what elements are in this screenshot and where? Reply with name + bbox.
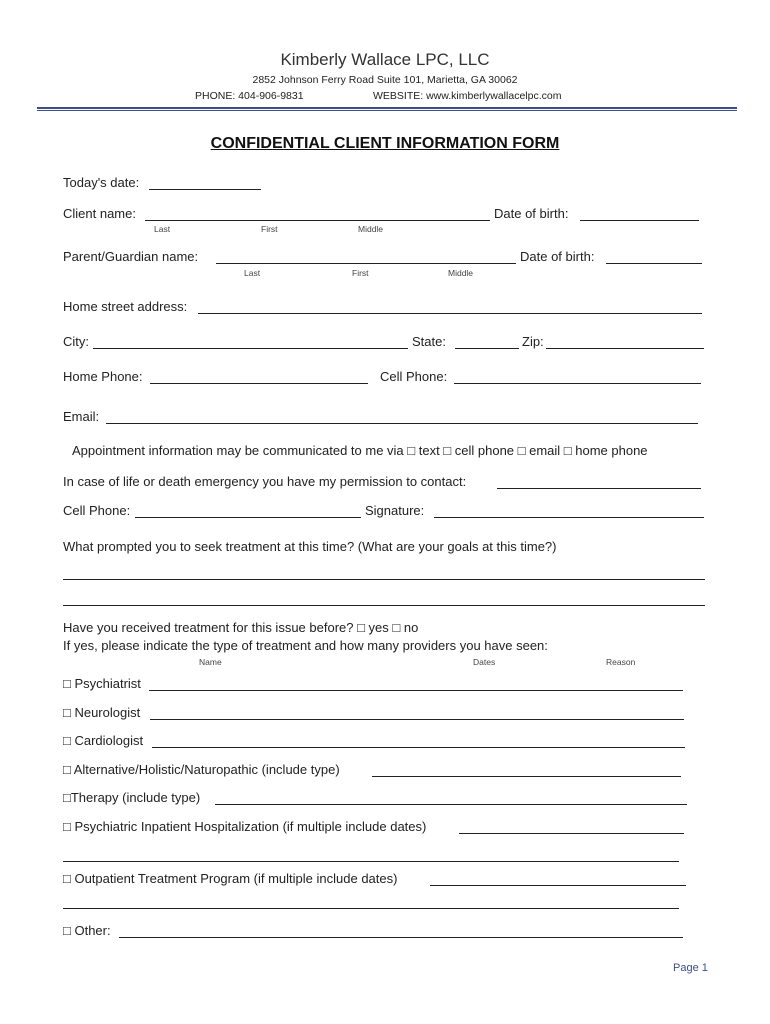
zip-label: Zip: (522, 334, 544, 349)
guardian-name-field[interactable] (216, 263, 516, 264)
client-last-sublabel: Last (154, 224, 171, 234)
guardian-name-label: Parent/Guardian name: (63, 249, 199, 264)
outpatient-field-line-2[interactable] (63, 908, 679, 909)
column-reason-label: Reason (606, 657, 636, 667)
neurologist-field[interactable] (150, 719, 684, 720)
appointment-info-text: Appointment information may be communicated to me via □ text □ cell phone □ email □ home phone (72, 443, 648, 458)
other-field[interactable] (119, 937, 683, 938)
guardian-dob-label: Date of birth: (520, 249, 595, 264)
practice-website: WEBSITE: www.kimberlywallacelpc.com (373, 90, 562, 102)
client-first-sublabel: First (261, 224, 278, 234)
psychiatrist-field[interactable] (149, 690, 683, 691)
column-dates-label: Dates (473, 657, 496, 667)
home-phone-field[interactable] (150, 383, 368, 384)
header-rule-thick (37, 107, 737, 109)
client-name-field[interactable] (145, 220, 490, 221)
home-address-field[interactable] (198, 313, 702, 314)
page-number: Page 1 (673, 962, 708, 974)
state-field[interactable] (455, 348, 519, 349)
practice-phone: PHONE: 404-906-9831 (195, 90, 304, 102)
signature-label: Signature: (365, 503, 425, 518)
cardiologist-option[interactable]: □ Cardiologist (63, 733, 144, 748)
guardian-middle-sublabel: Middle (448, 268, 474, 278)
todays-date-label: Today's date: (63, 175, 140, 190)
signature-field[interactable] (434, 517, 704, 518)
client-dob-field[interactable] (580, 220, 699, 221)
cardiologist-field[interactable] (152, 747, 685, 748)
email-field[interactable] (106, 423, 698, 424)
therapy-option[interactable]: □Therapy (include type) (63, 790, 201, 805)
cell-phone-field[interactable] (454, 383, 701, 384)
city-label: City: (63, 334, 89, 349)
emergency-contact-field[interactable] (497, 488, 701, 489)
other-option[interactable]: □ Other: (63, 923, 111, 938)
client-dob-label: Date of birth: (494, 206, 569, 221)
zip-field[interactable] (546, 348, 704, 349)
received-before-question: Have you received treatment for this issue before? □ yes □ no (63, 620, 419, 635)
todays-date-field[interactable] (149, 189, 261, 190)
if-yes-instruction: If yes, please indicate the type of treatment and how many providers you have seen: (63, 638, 548, 653)
inpatient-option[interactable]: □ Psychiatric Inpatient Hospitalization (if multiple include dates) (63, 819, 427, 834)
prompted-answer-line-2[interactable] (63, 605, 705, 606)
prompted-question: What prompted you to seek treatment at this time? (What are your goals at this time?) (63, 539, 557, 554)
form-title: CONFIDENTIAL CLIENT INFORMATION FORM (210, 135, 560, 152)
alternative-option[interactable]: □ Alternative/Holistic/Naturopathic (include type) (63, 762, 340, 777)
emergency-cell-field[interactable] (135, 517, 361, 518)
practice-name: Kimberly Wallace LPC, LLC (280, 50, 490, 69)
home-phone-label: Home Phone: (63, 369, 143, 384)
outpatient-option[interactable]: □ Outpatient Treatment Program (if multiple include dates) (63, 871, 398, 886)
city-field[interactable] (93, 348, 408, 349)
practice-address: 2852 Johnson Ferry Road Suite 101, Marietta, GA 30062 (252, 74, 518, 86)
inpatient-field-line-2[interactable] (63, 861, 679, 862)
guardian-last-sublabel: Last (244, 268, 261, 278)
home-address-label: Home street address: (63, 299, 188, 314)
alternative-field[interactable] (372, 776, 681, 777)
guardian-dob-field[interactable] (606, 263, 702, 264)
client-middle-sublabel: Middle (358, 224, 384, 234)
email-label: Email: (63, 409, 100, 424)
neurologist-option[interactable]: □ Neurologist (63, 705, 141, 720)
emergency-cell-label: Cell Phone: (63, 503, 131, 518)
inpatient-field[interactable] (459, 833, 684, 834)
header-rule-thin (37, 110, 737, 111)
state-label: State: (412, 334, 446, 349)
column-name-label: Name (199, 657, 222, 667)
guardian-first-sublabel: First (352, 268, 369, 278)
therapy-field[interactable] (215, 804, 687, 805)
psychiatrist-option[interactable]: □ Psychiatrist (63, 676, 141, 691)
cell-phone-label: Cell Phone: (380, 369, 448, 384)
emergency-label: In case of life or death emergency you have my permission to contact: (63, 474, 467, 489)
prompted-answer-line-1[interactable] (63, 579, 705, 580)
client-name-label: Client name: (63, 206, 136, 221)
outpatient-field[interactable] (430, 885, 686, 886)
